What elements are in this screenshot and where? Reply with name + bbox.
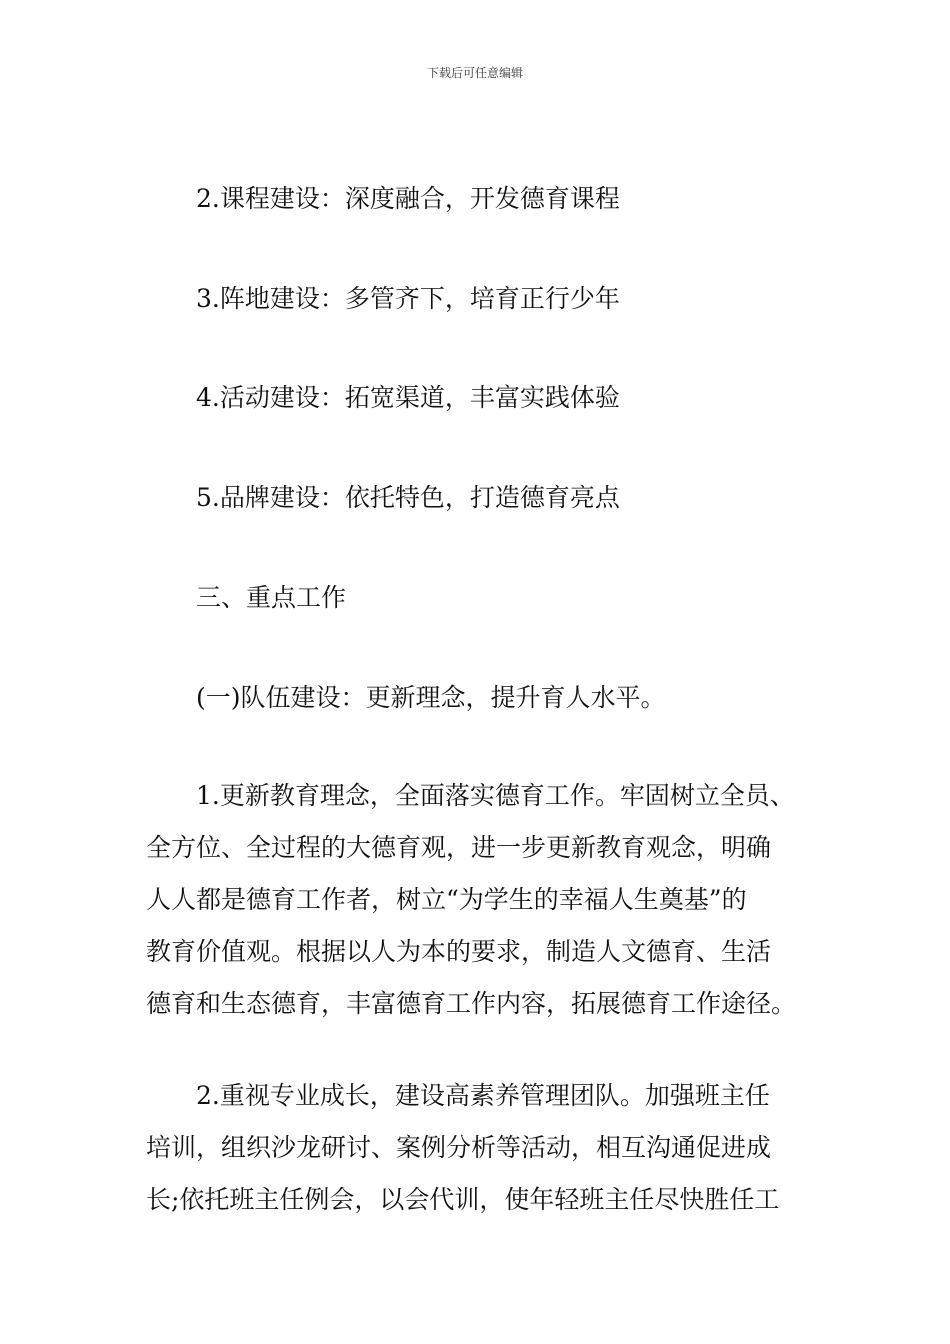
paragraph — [146, 1070, 836, 1226]
page-header: 下载后可任意编辑 — [426, 66, 523, 80]
paragraph-line: 人人都是德育工作者，树立“为学生的幸福人生奠基”的 — [146, 885, 747, 914]
section-heading: 三、重点工作 — [196, 583, 347, 612]
paragraph-line: 2.重视专业成长，建设高素养管理团队。加强班主任 — [146, 1081, 770, 1110]
subsection-heading: (一)队伍建设：更新理念，提升育人水平。 — [196, 683, 666, 712]
list-item: 4.活动建设：拓宽渠道，丰富实践体验 — [196, 383, 620, 412]
paragraph-line: 1.更新教育理念，全面落实德育工作。牢固树立全员、 — [146, 781, 795, 810]
paragraph-line: 德育和生态德育，丰富德育工作内容，拓展德育工作途径。 — [146, 989, 797, 1018]
list-item: 3.阵地建设：多管齐下，培育正行少年 — [196, 284, 620, 313]
paragraph-line: 培训，组织沙龙研讨、案例分析等活动，相互沟通促进成 — [146, 1133, 772, 1162]
paragraph-line: 全方位、全过程的大德育观，进一步更新教育观念，明确 — [146, 833, 772, 862]
paragraph-line: 教育价值观。根据以人为本的要求，制造人文德育、生活 — [146, 937, 772, 966]
paragraph-line: 长;依托班主任例会，以会代训，使年轻班主任尽快胜任工 — [146, 1185, 780, 1214]
list-item: 5.品牌建设：依托特色，打造德育亮点 — [196, 483, 620, 512]
list-item: 2.课程建设：深度融合，开发德育课程 — [196, 184, 620, 213]
paragraph — [146, 770, 836, 1030]
